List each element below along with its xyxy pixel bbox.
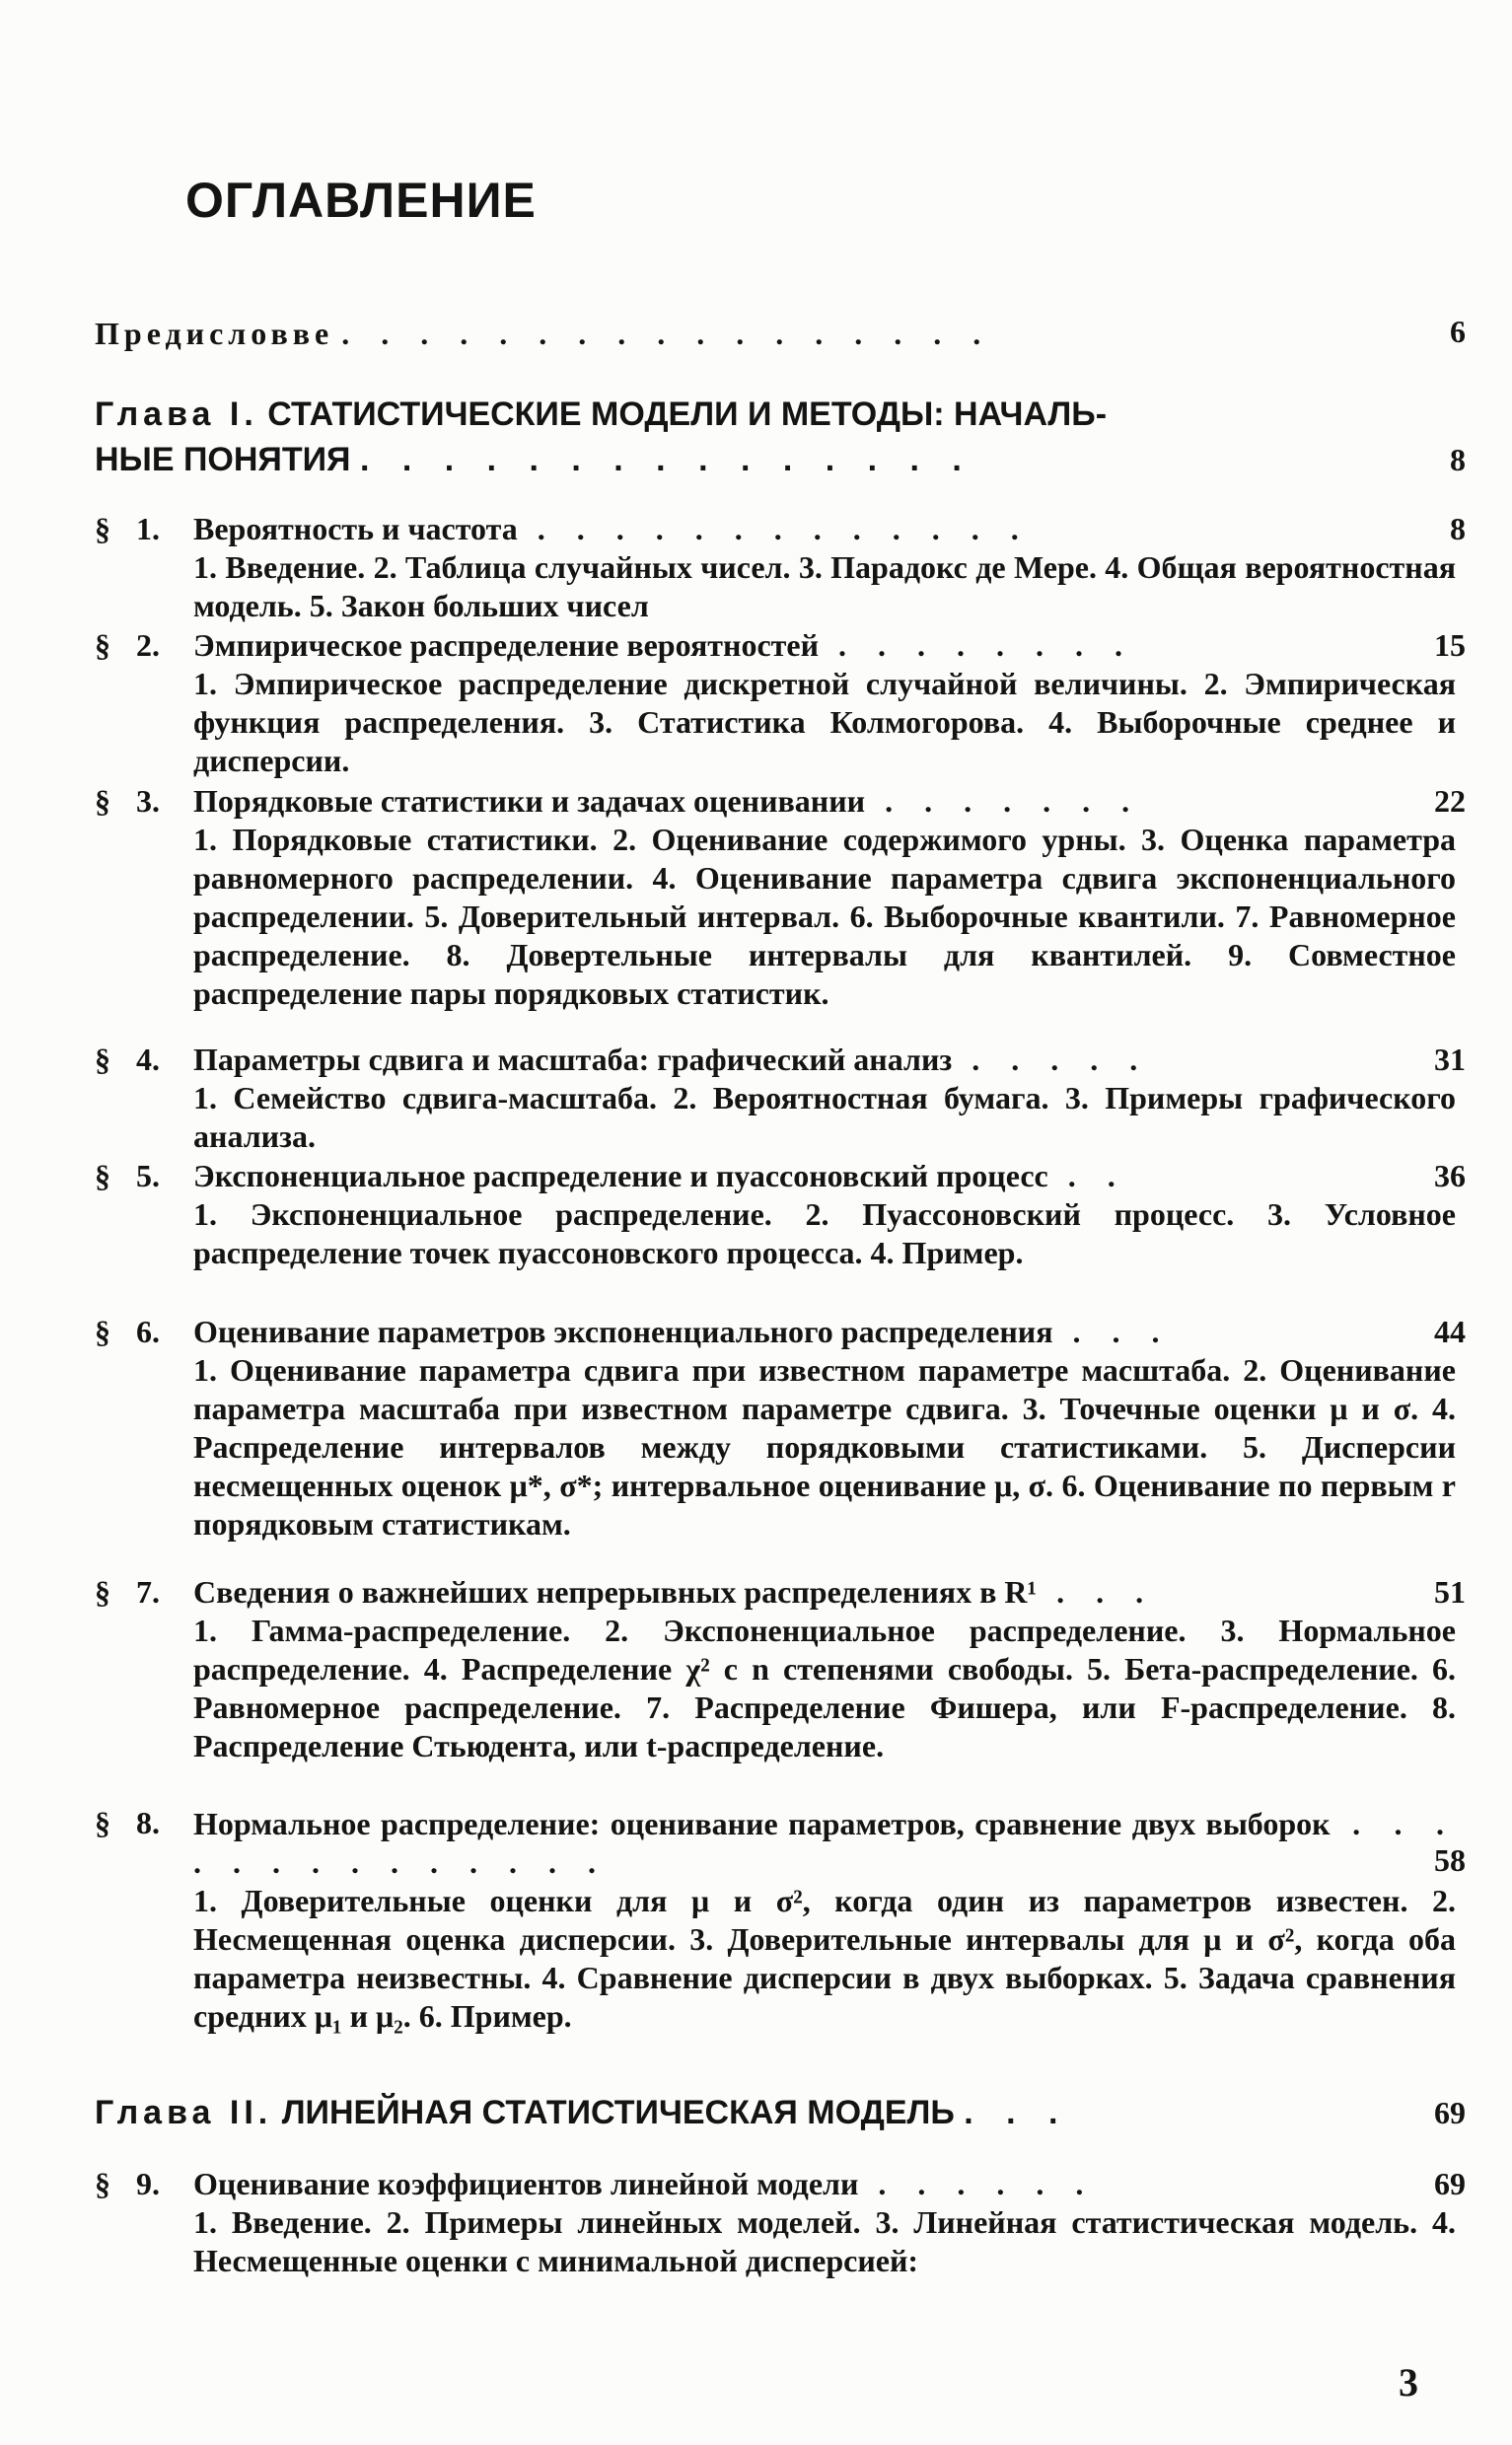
- chapter-1-heading-cont: НЫЕ ПОНЯТИЯ . . . . . . . . . . . . . . .: [95, 441, 973, 478]
- section-symbol: §: [95, 1314, 110, 1349]
- section-4-page: 31: [1434, 1042, 1466, 1077]
- section-7-page: 51: [1434, 1574, 1466, 1610]
- section-8-body: 1. Доверительные оценки для μ и σ², когда один из параметров известен. 2. Несмещенная оценка дисперсии. 3. Доверительные интервалы для μ и σ², когда оба параметра неизвестны. 4. Сравнение дисперсии в двух выборках. 5. Задача сравнения средних μ₁ и μ₂. 6. Пример.: [193, 1883, 1456, 2034]
- chapter-2-heading[interactable]: Глава II. ЛИНЕЙНАЯ СТАТИСТИЧЕСКАЯ МОДЕЛЬ . . .: [95, 2094, 1070, 2131]
- toc-page: [95, 0, 1476, 2445]
- page-number: 3: [1399, 2360, 1418, 2405]
- section-1-body: 1. Введение. 2. Таблица случайных чисел. 3. Парадокс де Мере. 4. Общая вероятностная модель. 5. Закон больших чисел: [193, 549, 1456, 623]
- section-9-title[interactable]: Оценивание коэффициентов линейной модели . . . . . .: [193, 2166, 1096, 2201]
- section-number: 2.: [136, 627, 160, 663]
- section-number: 5.: [136, 1158, 160, 1193]
- section-2-page: 15: [1434, 627, 1466, 663]
- section-number: 7.: [136, 1574, 160, 1610]
- section-4-body: 1. Семейство сдвига-масштаба. 2. Вероятностная бумага. 3. Примеры графического анализа.: [193, 1080, 1456, 1154]
- section-number: 6.: [136, 1314, 160, 1349]
- section-symbol: §: [95, 1574, 110, 1610]
- chapter-2-page: 69: [1434, 2095, 1466, 2130]
- section-symbol: §: [95, 1805, 110, 1840]
- section-8-page: 58: [1434, 1842, 1466, 1878]
- section-1-title[interactable]: Вероятность и частота . . . . . . . . . . . . .: [193, 511, 1031, 546]
- page-title: ОГЛАВЛЕНИЕ: [185, 173, 537, 228]
- section-symbol: §: [95, 1042, 110, 1077]
- section-number: 9.: [136, 2166, 160, 2201]
- chapter-1-heading[interactable]: Глава I. СТАТИСТИЧЕСКИЕ МОДЕЛИ И МЕТОДЫ: НАЧАЛЬ-: [95, 396, 1108, 433]
- section-5-page: 36: [1434, 1158, 1466, 1193]
- section-6-body: 1. Оценивание параметра сдвига при известном параметре масштаба. 2. Оценивание параметра масштаба при известном параметре сдвига. 3. Точечные оценки μ и σ. 4. Распределение интервалов между порядковыми статистиками. 5. Дисперсии несмещенных оценок μ*, σ*; интервальное оценивание μ, σ. 6. Оценивание по первым r порядковым статистикам.: [193, 1352, 1456, 1542]
- section-4-title[interactable]: Параметры сдвига и масштаба: графический анализ . . . . .: [193, 1042, 1150, 1077]
- section-number: 8.: [136, 1805, 160, 1840]
- section-number: 1.: [136, 511, 160, 546]
- section-6-title[interactable]: Оценивание параметров экспоненциального распределения . . .: [193, 1314, 1172, 1349]
- section-number: 4.: [136, 1042, 160, 1077]
- section-7-body: 1. Гамма-распределение. 2. Экспоненциальное распределение. 3. Нормальное распределение. 4. Распределение χ² с n степенями свободы. 5. Бета-распределение. 6. Равномерное распределение. 7. Распределение Фишера, или F-распределение. 8. Распределение Стьюдента, или t-распределение.: [193, 1613, 1456, 1763]
- section-1-page: 8: [1450, 511, 1466, 546]
- section-symbol: §: [95, 627, 110, 663]
- chapter-1-page: 8: [1450, 442, 1466, 477]
- section-symbol: §: [95, 511, 110, 546]
- section-symbol: §: [95, 2166, 110, 2201]
- section-symbol: §: [95, 783, 110, 819]
- section-3-body: 1. Порядковые статистики. 2. Оценивание содержимого урны. 3. Оценка параметра равномерного распределении. 4. Оценивание параметра сдвига экспоненциального распределении. 5. Доверительный интервал. 6. Выборочные квантили. 7. Равномерное распределение. 8. Довертельные интервалы для квантилей. 9. Совместное распределение пары порядковых статистик.: [193, 822, 1456, 1011]
- section-3-page: 22: [1434, 783, 1466, 819]
- section-9-body: 1. Введение. 2. Примеры линейных моделей. 3. Линейная статистическая модель. 4. Несмещенные оценки с минимальной дисперсией:: [193, 2204, 1456, 2278]
- section-7-title[interactable]: Сведения о важнейших непрерывных распределениях в R¹ . . .: [193, 1574, 1156, 1610]
- preface-page: 6: [1450, 314, 1466, 349]
- section-2-title[interactable]: Эмпирическое распределение вероятностей . . . . . . . .: [193, 627, 1135, 663]
- section-8-title[interactable]: Нормальное распределение: оценивание параметров, сравнение двух выборок . . . . . . . . . . . . . .: [193, 1806, 1457, 1880]
- section-5-body: 1. Экспоненциальное распределение. 2. Пуассоновский процесс. 3. Условное распределение точек пуассоновского процесса. 4. Пример.: [193, 1196, 1456, 1270]
- section-symbol: §: [95, 1158, 110, 1193]
- section-number: 3.: [136, 783, 160, 819]
- preface-entry[interactable]: Предисловве . . . . . . . . . . . . . . . . .: [95, 316, 993, 351]
- section-5-title[interactable]: Экспоненциальное распределение и пуассоновский процесс . .: [193, 1158, 1127, 1193]
- section-2-body: 1. Эмпирическое распределение дискретной случайной величины. 2. Эмпирическая функция распределения. 3. Статистика Колмогорова. 4. Выборочные среднее и дисперсии.: [193, 666, 1456, 778]
- section-6-page: 44: [1434, 1314, 1466, 1349]
- section-3-title[interactable]: Порядковые статистики и задачах оценивании . . . . . . .: [193, 783, 1142, 819]
- section-9-page: 69: [1434, 2166, 1466, 2201]
